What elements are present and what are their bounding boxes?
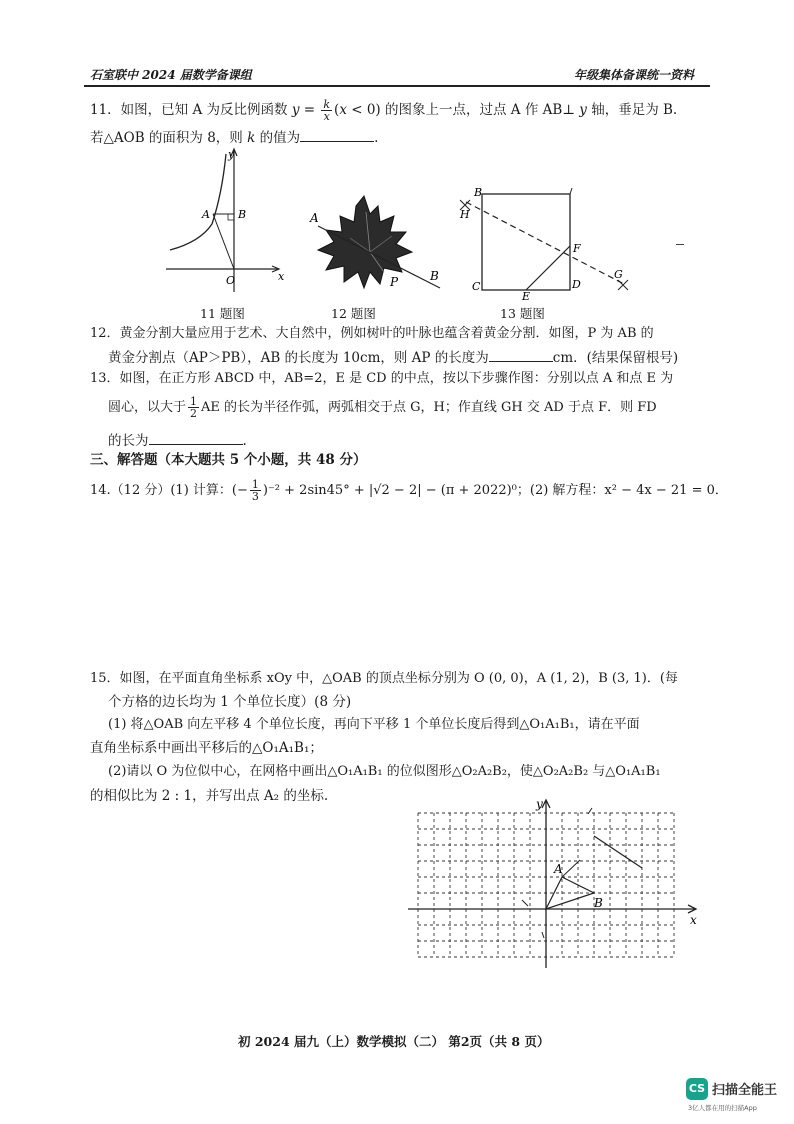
q15-line3: (1) 将△OAB 向左平移 4 个单位长度，再向下平移 1 个单位长度后得到△O₁A₁B₁，请在平面: [108, 717, 640, 732]
q14-line: 14.（12 分）(1) 计算：(− $\frac{1}{3}$ )⁻² + 2sin45° + |√2 − 2| − (π + 2022)⁰；(2) 解方程：x² − 4x − 21 = 0．: [90, 478, 728, 503]
coordinate-grid: [408, 796, 704, 974]
f11-O-label: O: [226, 274, 236, 287]
figure-11: [160, 144, 290, 304]
q15-line6: 的相似比为 2 : 1，并写出点 A₂ 的坐标.: [90, 788, 329, 804]
q12-line1: 12．黄金分割大量应用于艺术、大自然中，例如树叶的叶脉也蕴含着黄金分割．如图，P 为 AB 的: [90, 326, 654, 341]
camscanner-logo-icon: CS: [686, 1078, 708, 1100]
stray-mark: [676, 244, 684, 245]
f11-B-label: B: [238, 208, 247, 221]
q13-line1: 13．如图，在正方形 ABCD 中，AB=2，E 是 CD 的中点，按以下步骤作图：分别以点 A 和点 E 为: [90, 371, 674, 386]
q13-answer-blank[interactable]: [149, 430, 243, 445]
q13-fraction: $\frac{1}{2}$: [190, 395, 198, 420]
f12-A-label: A: [310, 211, 319, 225]
q13-line3: 的长为 .: [108, 430, 247, 450]
f13-F-label: F: [573, 242, 581, 255]
f13-G-label: G: [614, 268, 623, 281]
q15-line1: 15．如图，在平面直角坐标系 xOy 中，△OAB 的顶点坐标分别为 O (0, 0)，A (1, 2)，B (3, 1)．(每: [90, 671, 678, 686]
page-footer: 初 2024 届九（上）数学模拟（二） 第2页（共 8 页）: [238, 1034, 550, 1049]
camscanner-tagline: 3亿人都在用的扫描App: [688, 1104, 757, 1112]
f13-C-label: C: [472, 280, 481, 293]
section-3-heading: 三、解答题（本大题共 5 个小题，共 48 分）: [90, 452, 367, 468]
grid-y-label: y: [536, 797, 543, 811]
q13-line2: 圆心，以大于 $\frac{1}{2}$ AE 的长为半径作弧，两弧相交于点 G，H；作直线 GH 交 AD 于点 F．则 FD: [108, 395, 657, 420]
f12-P-label: P: [390, 275, 399, 289]
f13-E-label: E: [522, 290, 531, 302]
grid-x-label: x: [690, 913, 697, 927]
f12-B-label: B: [430, 269, 439, 283]
f11-A-label: A: [202, 208, 210, 221]
caption-11: 11 题图: [200, 306, 245, 321]
figure-13: [452, 184, 642, 302]
caption-13: 13 题图: [500, 306, 545, 321]
grid-B-label: B: [594, 896, 603, 910]
q15-line2: 个方格的边长均为 1 个单位长度）(8 分): [108, 694, 352, 710]
f13-D-label: D: [572, 278, 581, 291]
q15-line5: (2)请以 O 为位似中心，在网格中画出△O₁A₁B₁ 的位似图形△O₂A₂B₂，使△O₂A₂B₂ 与△O₁A₁B₁: [108, 764, 661, 779]
f13-B-label: B: [474, 186, 483, 199]
f11-y-label: y: [228, 148, 235, 161]
q11-line1: 11．如图，已知 A 为反比例函数 y = $\frac{k}{x}$ (x < 0) 的图象上一点，过点 A 作 AB⊥ y 轴，垂足为 B.: [90, 98, 678, 123]
q15-line4: 直角坐标系中画出平移后的△O₁A₁B₁；: [90, 740, 323, 756]
caption-12: 12 题图: [331, 306, 376, 321]
camscanner-name: 扫描全能王: [712, 1083, 778, 1098]
header-rule: [84, 85, 710, 87]
f13-H-label: H: [460, 208, 470, 221]
q11-line2: 若△AOB 的面积为 8，则 k 的值为 .: [90, 127, 378, 147]
figure-12: [300, 192, 450, 302]
grid-A-label: A: [554, 862, 563, 876]
header-left: 石室联中 2024 届数学备课组: [90, 68, 252, 82]
header-right: 年级集体备课统一资料: [574, 68, 695, 82]
q12-answer-blank[interactable]: [489, 347, 553, 362]
f11-x-label: x: [278, 270, 285, 283]
q12-line2: 黄金分割点（AP＞PB），AB 的长度为 10cm，则 AP 的长度为 cm．(结果保留根号): [108, 347, 678, 367]
q11-answer-blank[interactable]: [300, 127, 374, 142]
